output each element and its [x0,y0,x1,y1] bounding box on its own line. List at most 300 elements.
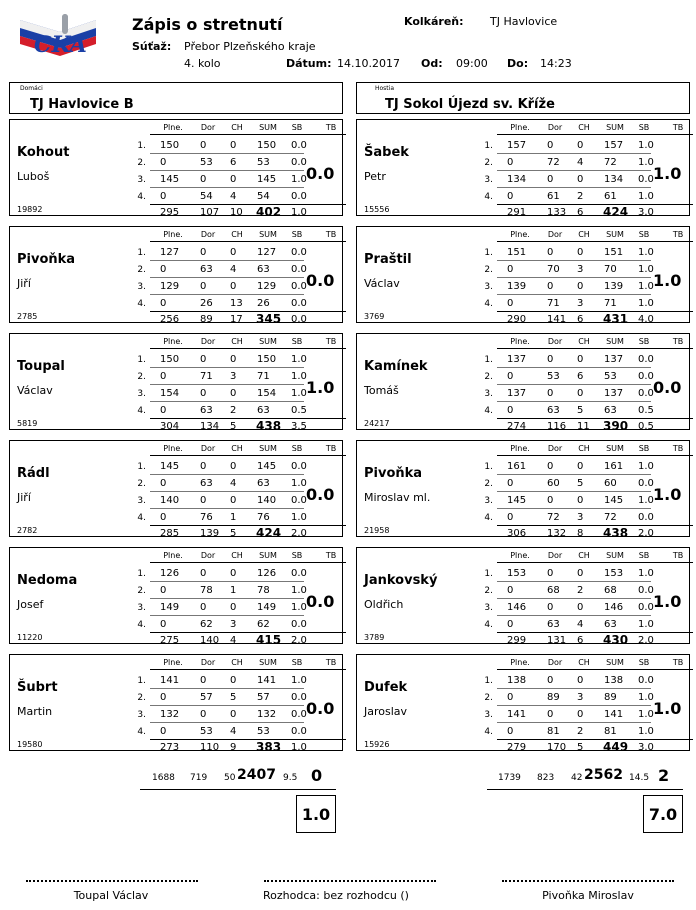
player-total-cell: 17 [230,314,243,325]
lane-cell: 149 [257,602,277,613]
lane-cell: 0 [160,512,167,523]
lane-cell: 0.0 [291,568,307,579]
column-header: CH [231,551,243,560]
column-header: SB [638,230,650,239]
player-total-cell: 110 [200,742,220,753]
total-line [497,311,693,312]
lane-cell: 62 [257,619,270,630]
lane-cell: 0.0 [638,478,654,489]
player-points: 1.0 [653,699,682,718]
row-underline [150,722,304,723]
guest-captain-name: Pivoňka Miroslav [542,889,634,902]
column-header: Dor [200,123,216,132]
lane-cell: 0 [230,140,237,151]
player-total-cell: 6 [577,635,584,646]
row-underline [497,187,651,188]
row-underline [497,153,651,154]
guest-player-card [356,119,690,219]
row-underline [497,260,651,261]
lane-cell: 68 [547,585,560,596]
lane-cell: 154 [257,388,277,399]
guest-final-score: 7.0 [643,795,683,833]
player-points: 1.0 [653,164,682,183]
lane-cell: 0.0 [291,281,307,292]
lane-cell: 127 [257,247,277,258]
column-header: SB [291,123,303,132]
lane-cell: 0 [200,709,207,720]
lane-cell: 0 [547,388,554,399]
lane-cell: 137 [604,354,624,365]
lane-number: 4. [137,513,146,523]
lane-cell: 149 [160,602,180,613]
lane-cell: 0.5 [638,405,654,416]
row-underline [497,277,651,278]
lane-cell: 145 [160,461,180,472]
lane-cell: 26 [257,298,270,309]
lane-cell: 0 [230,461,237,472]
column-header: Plne. [510,123,530,132]
kolkaren-label: Kolkáreň: [404,15,464,28]
column-header: SUM [606,551,624,560]
lane-cell: 2 [577,726,584,737]
lane-cell: 0 [230,709,237,720]
lane-cell: 0 [200,281,207,292]
column-header: Dor [200,444,216,453]
lane-cell: 0 [200,461,207,472]
datum-value: 14.10.2017 [337,57,400,70]
player-registration-id: 5819 [17,419,38,428]
lane-number: 3. [484,496,493,506]
lane-cell: 134 [507,174,527,185]
lane-number: 3. [137,175,146,185]
column-header: Dor [547,230,563,239]
lane-cell: 3 [577,512,584,523]
lane-number: 4. [137,299,146,309]
player-points: 1.0 [653,271,682,290]
lane-cell: 0 [160,191,167,202]
column-header: Plne. [510,658,530,667]
lane-number: 3. [137,710,146,720]
lane-cell: 0.0 [291,709,307,720]
row-underline [150,705,304,706]
player-total-cell: 383 [256,740,282,754]
player-total-cell: 295 [160,207,180,218]
column-header: CH [231,230,243,239]
total-line [497,525,693,526]
lane-cell: 132 [160,709,180,720]
lane-number: 2. [137,479,146,489]
lane-cell: 0 [230,568,237,579]
lane-cell: 153 [507,568,527,579]
lane-cell: 0.0 [291,461,307,472]
lane-cell: 60 [547,478,560,489]
lane-cell: 134 [604,174,624,185]
lane-cell: 0.0 [291,298,307,309]
total-line [150,418,346,419]
lane-number: 4. [484,727,493,737]
lane-number: 4. [484,192,493,202]
column-header: TB [325,444,337,453]
lane-cell: 0 [577,247,584,258]
lane-number: 1. [137,462,146,472]
column-header: TB [325,230,337,239]
lane-cell: 154 [160,388,180,399]
lane-cell: 1.0 [638,264,654,275]
column-header: Dor [200,337,216,346]
lane-cell: 0 [230,675,237,686]
home-player-card [9,547,343,647]
header-underline [497,455,693,456]
header-underline [497,562,693,563]
lane-cell: 1.0 [291,675,307,686]
lane-number: 3. [484,389,493,399]
lane-cell: 0 [507,512,514,523]
lane-cell: 0.0 [638,602,654,613]
player-total-cell: 2.0 [291,528,307,539]
lane-number: 3. [484,282,493,292]
do-label: Do: [507,57,529,70]
lane-cell: 0 [577,354,584,365]
player-surname: Dufek [364,680,408,695]
column-header: TB [672,658,684,667]
lane-number: 1. [137,355,146,365]
lane-number: 3. [484,603,493,613]
row-underline [150,367,304,368]
lane-cell: 0 [507,264,514,275]
lane-number: 4. [137,620,146,630]
player-firstname: Petr [364,170,386,183]
lane-cell: 0 [160,371,167,382]
lane-cell: 1.0 [638,726,654,737]
column-header: SB [291,551,303,560]
lane-cell: 0 [200,388,207,399]
lane-cell: 137 [507,354,527,365]
lane-cell: 0 [577,461,584,472]
lane-cell: 0 [547,495,554,506]
lane-cell: 0.0 [291,157,307,168]
player-firstname: Jaroslav [364,705,408,718]
lane-cell: 0 [230,495,237,506]
guest-player-card [356,547,690,647]
total-line [150,204,346,205]
player-total-cell: 2.0 [291,635,307,646]
home-total-ch: 50 [224,773,236,783]
player-total-cell: 134 [200,421,220,432]
column-header: SUM [606,123,624,132]
lane-cell: 1.0 [638,619,654,630]
lane-cell: 89 [547,692,560,703]
lane-cell: 0 [507,157,514,168]
lane-cell: 0 [547,568,554,579]
column-header: SUM [259,337,277,346]
lane-cell: 0 [507,371,514,382]
lane-cell: 137 [604,388,624,399]
lane-cell: 70 [604,264,617,275]
guest-team-name: TJ Sokol Újezd sv. Kříže [385,97,555,112]
player-total-cell: 0.5 [638,421,654,432]
column-header: SUM [259,230,277,239]
player-total-cell: 131 [547,635,567,646]
row-underline [150,508,304,509]
lane-cell: 141 [160,675,180,686]
lane-cell: 0 [507,478,514,489]
lane-cell: 61 [604,191,617,202]
lane-cell: 150 [257,140,277,151]
player-total-cell: 290 [507,314,527,325]
guest-total-dor: 823 [537,773,555,783]
player-registration-id: 3789 [364,633,385,642]
lane-cell: 0 [547,354,554,365]
lane-cell: 151 [604,247,624,258]
lane-cell: 71 [200,371,213,382]
header-underline [497,669,693,670]
player-points: 0.0 [306,485,335,504]
lane-number: 1. [484,462,493,472]
player-total-cell: 279 [507,742,527,753]
lane-cell: 61 [547,191,560,202]
lane-cell: 63 [200,405,213,416]
lane-cell: 0.0 [638,354,654,365]
player-total-cell: 3.0 [638,742,654,753]
column-header: CH [231,337,243,346]
lane-cell: 132 [257,709,277,720]
row-underline [497,474,651,475]
lane-cell: 0 [160,264,167,275]
lane-cell: 137 [507,388,527,399]
row-underline [497,722,651,723]
od-label: Od: [421,57,443,70]
column-header: TB [672,230,684,239]
column-header: Plne. [510,230,530,239]
column-header: Dor [200,658,216,667]
lane-cell: 76 [200,512,213,523]
od-value: 09:00 [456,57,488,70]
player-total-cell: 141 [547,314,567,325]
column-header: SUM [606,337,624,346]
lane-cell: 0 [507,585,514,596]
player-points: 0.0 [306,164,335,183]
lane-cell: 1.0 [638,281,654,292]
lane-cell: 63 [257,264,270,275]
column-header: TB [325,551,337,560]
player-total-cell: 132 [547,528,567,539]
player-total-cell: 2.0 [638,635,654,646]
lane-number: 4. [137,192,146,202]
lane-number: 2. [137,372,146,382]
lane-cell: 0 [577,281,584,292]
column-header: Dor [547,337,563,346]
player-total-cell: 89 [200,314,213,325]
lane-cell: 63 [257,405,270,416]
lane-cell: 0 [230,602,237,613]
lane-cell: 4 [577,619,584,630]
lane-cell: 0 [507,191,514,202]
lane-cell: 0 [577,602,584,613]
referee-signature-line [264,880,436,882]
player-total-cell: 424 [256,526,282,540]
player-registration-id: 21958 [364,526,390,535]
player-firstname: Václav [17,384,53,397]
lane-cell: 0 [547,709,554,720]
player-surname: Toupal [17,359,65,374]
lane-cell: 129 [160,281,180,292]
lane-cell: 13 [230,298,243,309]
lane-cell: 1.0 [638,495,654,506]
guest-player-card [356,654,690,754]
player-points: 0.0 [306,592,335,611]
lane-cell: 3 [230,371,237,382]
lane-cell: 81 [547,726,560,737]
header-underline [150,669,346,670]
lane-cell: 0.0 [638,371,654,382]
lane-cell: 0.5 [291,405,307,416]
lane-cell: 127 [160,247,180,258]
player-total-cell: 133 [547,207,567,218]
lane-cell: 138 [604,675,624,686]
row-underline [150,615,304,616]
column-header: Plne. [510,444,530,453]
lane-cell: 0 [160,585,167,596]
cka-logo [20,14,96,62]
column-header: TB [672,551,684,560]
guest-total-plne: 1739 [498,773,521,783]
lane-number: 2. [137,693,146,703]
lane-cell: 145 [257,461,277,472]
lane-cell: 0 [200,602,207,613]
lane-cell: 139 [507,281,527,292]
lane-cell: 0 [547,602,554,613]
home-team-name: TJ Havlovice B [30,97,134,112]
lane-cell: 1 [230,512,237,523]
player-total-cell: 256 [160,314,180,325]
lane-number: 3. [484,175,493,185]
lane-cell: 0 [507,692,514,703]
row-underline [150,688,304,689]
player-total-cell: 2.0 [638,528,654,539]
lane-cell: 4 [230,478,237,489]
row-underline [497,705,651,706]
lane-cell: 0 [200,174,207,185]
lane-number: 1. [484,676,493,686]
player-total-cell: 274 [507,421,527,432]
lane-cell: 4 [230,264,237,275]
total-line [497,204,693,205]
player-points: 0.0 [653,378,682,397]
lane-cell: 2 [577,585,584,596]
player-registration-id: 2785 [17,312,38,321]
player-total-cell: 273 [160,742,180,753]
home-player-card [9,226,343,326]
lane-cell: 140 [160,495,180,506]
column-header: Plne. [163,337,183,346]
lane-cell: 0 [160,298,167,309]
lane-number: 1. [484,355,493,365]
home-total-plne: 1688 [152,773,175,783]
lane-cell: 138 [507,675,527,686]
lane-cell: 146 [507,602,527,613]
player-firstname: Tomáš [364,384,399,397]
lane-cell: 0 [160,726,167,737]
lane-cell: 60 [604,478,617,489]
lane-cell: 0 [200,354,207,365]
column-header: Plne. [510,337,530,346]
guest-total-sb: 14.5 [629,773,650,783]
lane-cell: 5 [577,405,584,416]
player-registration-id: 19892 [17,205,43,214]
player-total-cell: 4 [230,635,237,646]
column-header: SUM [259,551,277,560]
column-header: Plne. [163,551,183,560]
lane-number: 2. [484,372,493,382]
column-header: CH [578,123,590,132]
player-total-cell: 6 [577,314,584,325]
row-underline [150,598,304,599]
column-header: SUM [606,658,624,667]
player-registration-id: 3769 [364,312,385,321]
total-line [497,632,693,633]
total-line [150,311,346,312]
lane-cell: 1.0 [291,354,307,365]
lane-cell: 0 [200,495,207,506]
player-total-cell: 415 [256,633,282,647]
lane-cell: 1.0 [291,602,307,613]
lane-cell: 4 [577,157,584,168]
lane-cell: 53 [200,726,213,737]
lane-cell: 1.0 [638,298,654,309]
guest-player-card [356,440,690,540]
total-line [497,418,693,419]
lane-cell: 57 [257,692,270,703]
player-total-cell: 285 [160,528,180,539]
lane-cell: 0 [160,692,167,703]
player-total-cell: 6 [577,207,584,218]
lane-cell: 1.0 [638,568,654,579]
row-underline [497,508,651,509]
player-total-cell: 424 [603,205,629,219]
player-surname: Pivoňka [364,466,423,481]
header-underline [150,134,346,135]
column-header: Dor [547,123,563,132]
lane-cell: 1.0 [638,247,654,258]
player-surname: Kohout [17,145,70,160]
column-header: SUM [259,658,277,667]
row-underline [497,688,651,689]
lane-cell: 5 [230,692,237,703]
player-surname: Kamínek [364,359,428,374]
lane-cell: 72 [604,512,617,523]
lane-cell: 71 [257,371,270,382]
player-points: 1.0 [306,378,335,397]
lane-cell: 63 [200,478,213,489]
player-total-cell: 431 [603,312,629,326]
column-header: TB [325,337,337,346]
lane-cell: 0 [577,140,584,151]
player-total-cell: 170 [547,742,567,753]
lane-cell: 0 [230,174,237,185]
player-total-cell: 107 [200,207,220,218]
player-points: 1.0 [653,592,682,611]
player-total-cell: 438 [256,419,282,433]
lane-cell: 78 [257,585,270,596]
lane-cell: 53 [547,371,560,382]
lane-cell: 0 [577,568,584,579]
lane-cell: 1.0 [291,585,307,596]
column-header: CH [578,444,590,453]
lane-cell: 63 [257,478,270,489]
lane-cell: 0 [547,247,554,258]
lane-cell: 2 [230,405,237,416]
column-header: SB [638,337,650,346]
